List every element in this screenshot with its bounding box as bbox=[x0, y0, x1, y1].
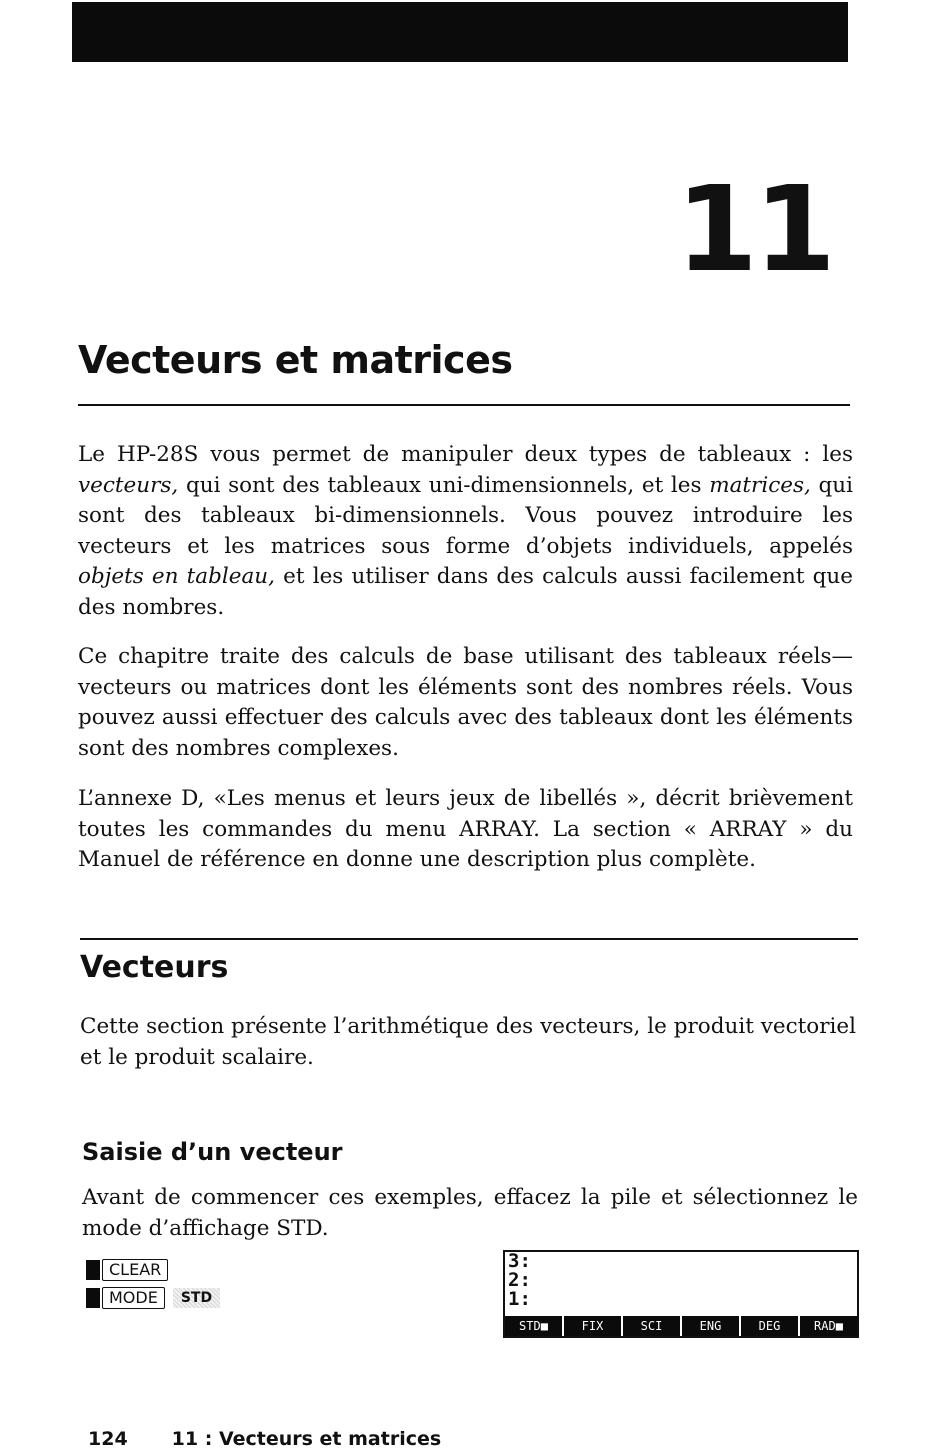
intro-paragraph-1 bbox=[78, 440, 853, 623]
title-rule bbox=[78, 404, 850, 406]
menu-key-deg: DEG bbox=[741, 1316, 798, 1336]
page-number: 124 bbox=[88, 1428, 128, 1450]
keystroke-row-mode bbox=[86, 1286, 220, 1310]
page-footer bbox=[88, 1428, 441, 1450]
subsection-title: Saisie d’un vecteur bbox=[82, 1138, 343, 1166]
stack-level-1: 1: bbox=[508, 1288, 531, 1310]
std-softkey: STD bbox=[173, 1288, 220, 1308]
mode-key: MODE bbox=[102, 1287, 165, 1309]
chapter-header-bar bbox=[72, 2, 848, 62]
menu-key-fix: FIX bbox=[564, 1316, 621, 1336]
clear-key: CLEAR bbox=[102, 1259, 168, 1281]
term-vecteurs: vecteurs, bbox=[78, 472, 179, 498]
term-matrices: matrices, bbox=[709, 472, 811, 498]
section-paragraph: Cette section présente l’arithmétique des vecteurs, le produit vectoriel et le produit scalaire. bbox=[80, 1014, 856, 1070]
menu-key-rad: RAD■ bbox=[800, 1316, 857, 1336]
intro-p1-text-e: qui sont des tableaux bi-dimensionnels. Vous pouvez introduire les vecteurs et les matrices sous forme d’objets individuels, appelés bbox=[78, 472, 854, 559]
menu-key-eng: ENG bbox=[682, 1316, 739, 1336]
term-objets-en-tableau: objets en tableau, bbox=[78, 564, 275, 589]
calculator-display bbox=[503, 1250, 859, 1338]
section-rule bbox=[80, 938, 858, 940]
intro-paragraph-3: L’annexe D, «Les menus et leurs jeux de libellés », décrit brièvement toutes les commandes du menu ARRAY. La section « ARRAY » du Manuel de référence en donne une description plus complète. bbox=[78, 786, 853, 872]
chapter-number: 11 bbox=[675, 160, 832, 298]
intro-p1-text-c: qui sont des tableaux uni-dimensionnels, et les bbox=[178, 472, 710, 498]
keystroke-row-clear bbox=[86, 1258, 220, 1282]
menu-labels-row bbox=[505, 1316, 857, 1336]
chapter-title: Vecteurs et matrices bbox=[78, 338, 513, 382]
intro-paragraph-2: Ce chapitre traite des calculs de base utilisant des tableaux réels—vecteurs ou matrices dont les éléments sont des nombres réels. Vous pouvez aussi effectuer des calculs avec des tableaux dont les éléments sont des nombres complexes. bbox=[78, 644, 853, 761]
shift-key-icon bbox=[86, 1260, 100, 1280]
section-title: Vecteurs bbox=[80, 950, 229, 985]
menu-key-sci: SCI bbox=[623, 1316, 680, 1336]
running-title: 11 : Vecteurs et matrices bbox=[171, 1428, 442, 1450]
keystroke-sequence bbox=[86, 1258, 220, 1314]
shift-key-icon bbox=[86, 1288, 100, 1308]
menu-key-std: STD■ bbox=[505, 1316, 562, 1336]
stack-level-2: 2: bbox=[508, 1269, 531, 1291]
intro-p1-text-a: Le HP-28S vous permet de manipuler deux types de tableaux : les bbox=[78, 442, 853, 467]
intro-p1-text-g: et les utiliser dans des calculs aussi facilement que des nombres. bbox=[78, 564, 853, 620]
stack-level-3: 3: bbox=[508, 1250, 531, 1272]
subsection-paragraph: Avant de commencer ces exemples, effacez la pile et sélectionnez le mode d’affichage STD. bbox=[82, 1185, 858, 1241]
